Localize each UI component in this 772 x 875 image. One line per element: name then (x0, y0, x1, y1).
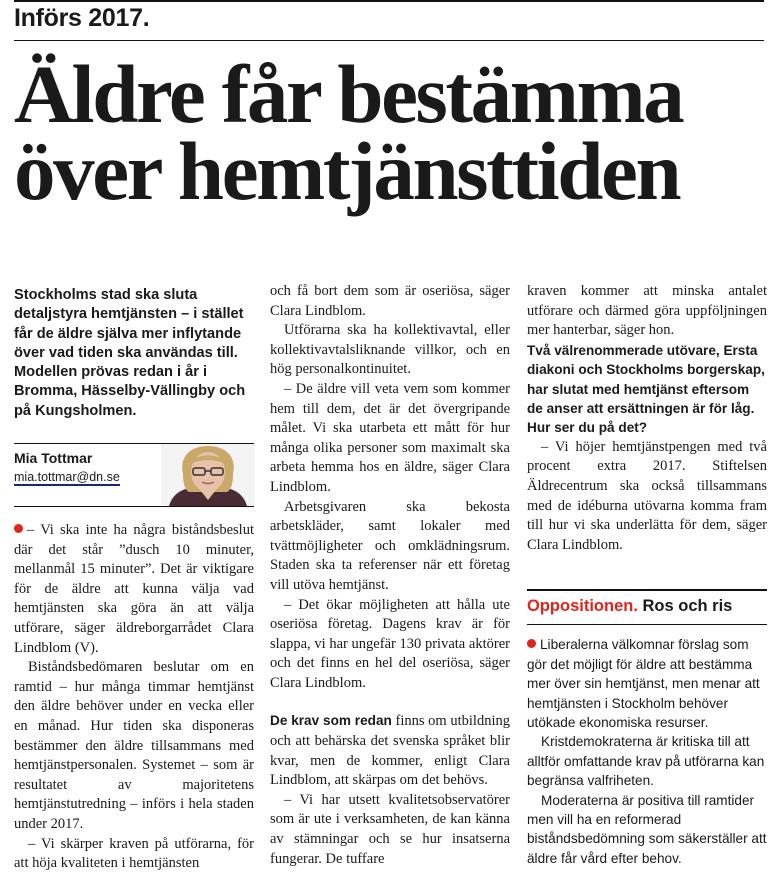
body-paragraph: Arbetsgivaren ska bekosta arbetskläder, samt lokaler med tvättmöjligheter och omklädningsrum. Staden ska ta referenser när ett företag vill utöva hemtjänst. (270, 498, 510, 593)
column-3 (527, 282, 767, 868)
top-rule (14, 0, 764, 2)
red-bullet-icon (527, 639, 536, 648)
opposition-box (527, 635, 767, 868)
body-paragraph (14, 521, 254, 658)
headline-line-1: Äldre får bestämma (14, 48, 683, 140)
opposition-paragraph: Moderaterna är positiva till ramtider men vill ha en reformerad biståndsbedömning som säkerställer att äldre får vård efter behov. (527, 792, 767, 866)
opposition-heading-red: Oppositionen. (527, 597, 638, 616)
kicker-rule (14, 40, 764, 41)
paragraph-text: – Vi ska inte ha några biståndsbeslut där det står ”dusch 10 minuter, mellanmål 15 minuter”. Det är viktigare för de äldre att kunna välja vad hemtjänsten ska göra än att välja utförare, säger äldreborgarrådet Clara Lindblom (V). (14, 522, 254, 656)
body-paragraph: och få bort dem som är oseriösa, säger Clara Lindblom. (270, 283, 510, 319)
column-3-body (527, 282, 767, 555)
paragraph-text: finns om utbildning och att behärska det svenska språket blir kvar, men de kommer, enligt Clara Lindblom, att skärpas om det behövs. (270, 713, 510, 789)
body-paragraph: – Det ökar möjligheten att hålla ute oseriösa företag. Dagens krav är för slappa, vi har ungefär 130 privata aktörer och det finns en hel del oseriösa, säger Clara Lindblom. (270, 596, 510, 691)
lead-paragraph: Stockholms stad ska sluta detaljstyra hemtjänsten – i stället får de äldre själva mer inflytande över vad tiden ska användas till. Modellen prövas redan i år i Bromma, Hässelby-Vällingby och på Kungsholmen. (14, 287, 246, 419)
red-bullet-icon (14, 524, 23, 533)
opposition-paragraph: Kristdemokraterna är kritiska till att alltför omfattande krav på utförarna kan begränsa valfriheten. (527, 734, 765, 789)
kicker: Införs 2017. (14, 4, 150, 32)
body-paragraph: – De äldre vill veta vem som kommer hem till dem, det är det övergripande målet. Vi ska utarbeta ett mått för hur många olika personer som maximalt ska arbeta hemma hos en äldre, säger Clara Lindblom. (270, 380, 510, 495)
author-portrait-image (161, 444, 255, 506)
opposition-heading (527, 597, 767, 616)
body-paragraph: kraven kommer att minska antalet utförare och därmed göra uppföljningen mer hanterbar, säger hon. (527, 283, 767, 339)
byline-bottom-rule (14, 506, 254, 507)
opposition-paragraph (527, 635, 767, 732)
author-photo (161, 444, 255, 506)
column-1 (14, 282, 254, 874)
opposition-top-rule (527, 589, 767, 591)
body-paragraph: Biståndsbedömaren beslutar om en ramtid – hur många timmar hemtjänst den äldre behöver under en vecka eller en månad. Hur tiden ska disponeras bestämmer den äldre tillsammans med hemtjänstpersonalen. Systemet – som är resultatet av majoritetens hemtjänstutredning – införs i hela staden under 2017. (14, 659, 254, 832)
author-email-link[interactable]: mia.tottmar@dn.se (14, 470, 120, 485)
body-paragraph (270, 711, 510, 790)
body-paragraph: – Vi höjer hemtjänstpengen med två procent extra 2017. Stiftelsen Äldrecentrum ska också tillsammans med de idéburna utövarna komma fram till hur vi ska underlätta för dem, säger Clara Lindblom. (527, 438, 767, 553)
column-2 (270, 282, 510, 869)
opposition-heading-rest: Ros och ris (637, 597, 733, 616)
opposition-heading-rule (527, 624, 767, 625)
headline (14, 48, 772, 217)
body-paragraph: – Vi skärper kraven på utförarna, för att höja kvaliteten i hemtjänsten (14, 835, 254, 872)
body-paragraph: – Vi har utsett kvalitetsobservatörer som är ute i verksamheten, de kan känna av stämningar och se hur insatserna fungerar. De tuffare (270, 791, 510, 867)
interview-question: Två välrenommerade utövare, Ersta diakoni och Stockholms borgerskap, har slutat med hemtjänst eftersom de anser att ersättningen är för låg. Hur ser du på det? (527, 342, 765, 436)
paragraph-text: Liberalerna välkomnar förslag som gör det möjligt för äldre att bestämma mer över sin hemtjänst, men menar att hemtjänsten i Stockholm behöver utökade ekonomiska resurser. (527, 637, 760, 730)
column-1-body (14, 521, 254, 874)
headline-line-2: över hemtjänsttiden (14, 125, 680, 217)
byline (14, 444, 254, 504)
body-paragraph: Utförarna ska ha kollektivavtal, eller kollektivavtalsliknande villkor, och en hög personalkontinuitet. (270, 322, 510, 378)
run-in-heading: De krav som redan (270, 713, 392, 729)
column-2-body (270, 282, 510, 869)
author-name: Mia Tottmar (14, 450, 93, 467)
